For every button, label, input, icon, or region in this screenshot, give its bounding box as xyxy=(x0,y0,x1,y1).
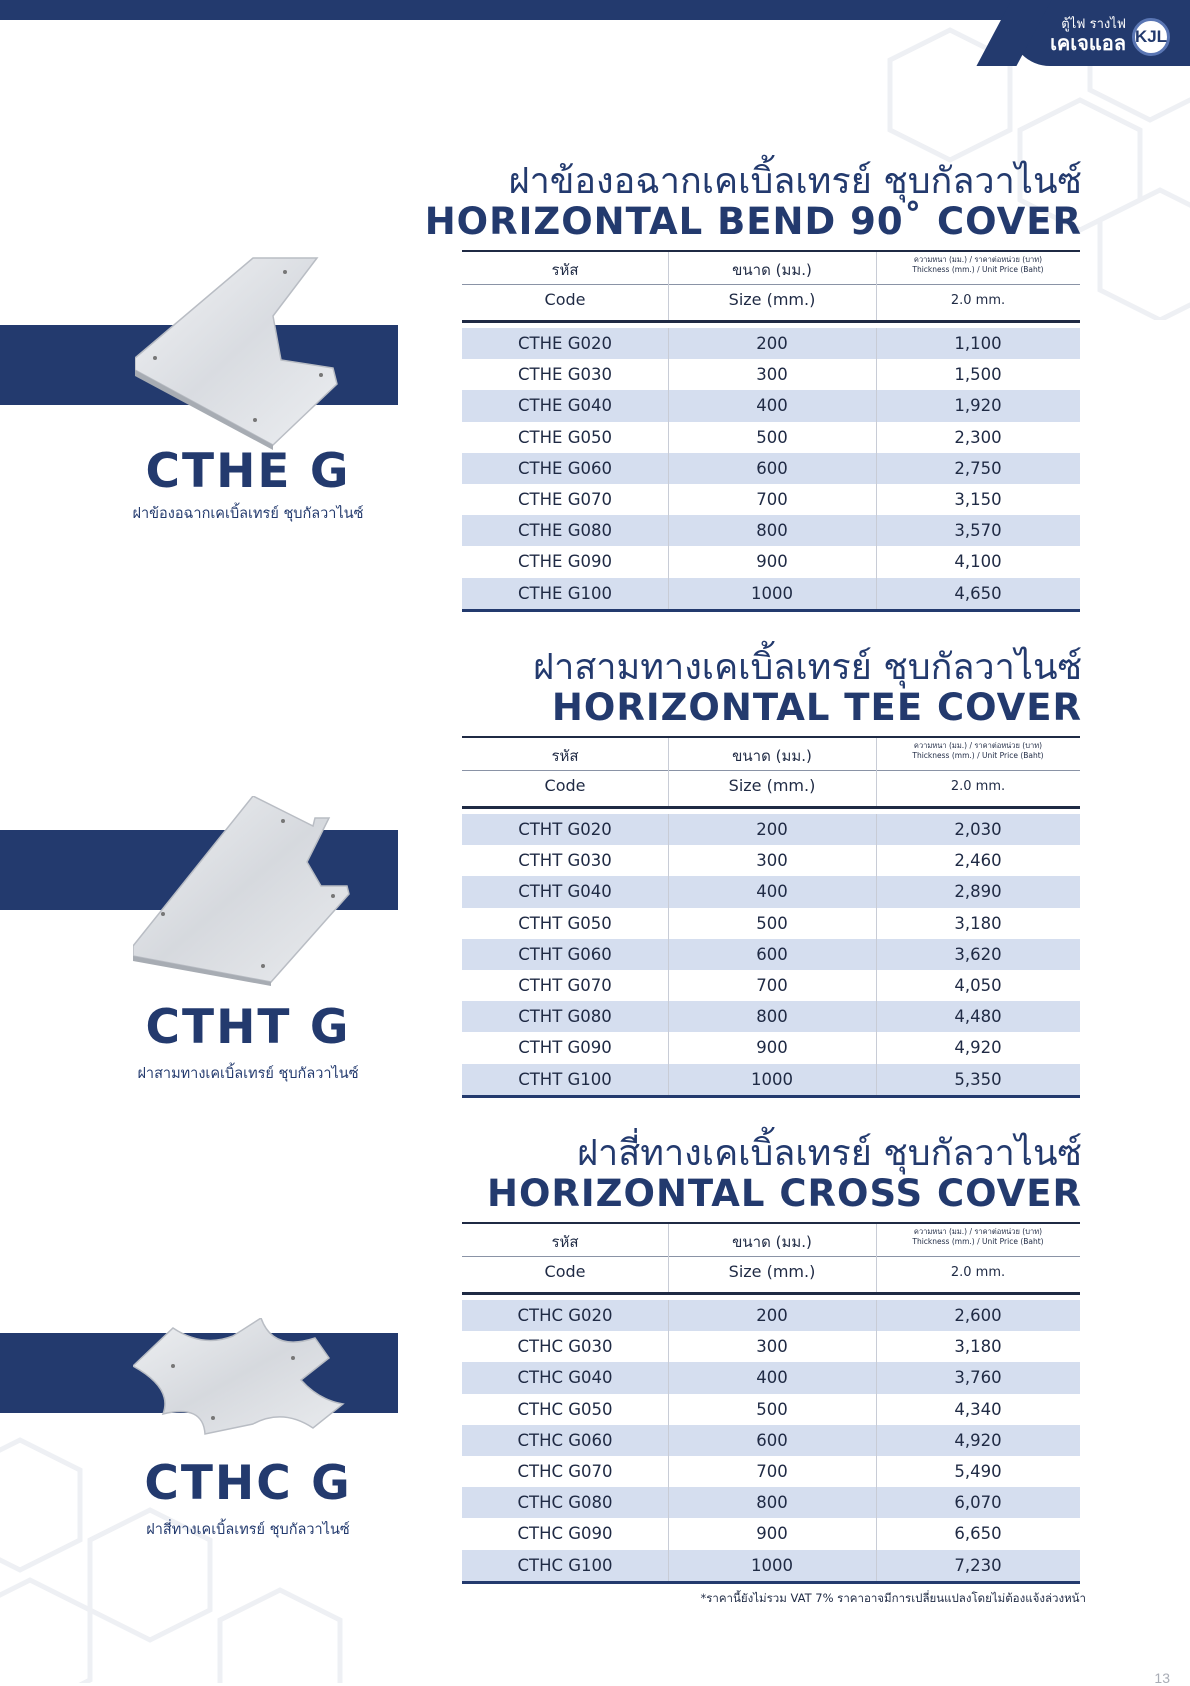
header-code-thai: รหัส xyxy=(551,1233,579,1251)
row-code: CTHT G090 xyxy=(518,1038,612,1058)
row-price: 4,480 xyxy=(954,1007,1002,1027)
row-size: 600 xyxy=(756,458,788,478)
product-subtitle: ฝาสามทางเคเบิ้ลเทรย์ ชุบกัลวาไนซ์ xyxy=(137,1066,359,1082)
header-code-thai: รหัส xyxy=(551,747,579,765)
header-size-english: Size (mm.) xyxy=(728,1262,816,1281)
row-price: 6,070 xyxy=(954,1493,1002,1513)
row-code: CTHE G050 xyxy=(518,427,612,447)
brand-name: เคเจแอล xyxy=(1050,31,1126,55)
header-thickness: 2.0 mm. xyxy=(950,1265,1006,1280)
row-size: 700 xyxy=(756,490,788,510)
row-price: 3,760 xyxy=(954,1368,1002,1388)
row-size: 300 xyxy=(756,1337,788,1357)
row-price: 5,350 xyxy=(954,1069,1002,1089)
brand-logo-tab xyxy=(1010,0,1190,66)
table-row xyxy=(462,1487,1080,1518)
section-title-thai: ฝาสามทางเคเบิ้ลเทรย์ ชุบกัลวาไนซ์ xyxy=(533,647,1082,688)
table-row xyxy=(462,970,1080,1001)
brand-logo-text xyxy=(1050,18,1126,53)
row-price: 6,650 xyxy=(954,1524,1002,1544)
row-price: 2,750 xyxy=(954,458,1002,478)
row-price: 4,920 xyxy=(954,1038,1002,1058)
table-row xyxy=(462,484,1080,515)
row-code: CTHC G020 xyxy=(517,1306,613,1326)
row-price: 2,890 xyxy=(954,882,1002,902)
table-row xyxy=(462,328,1080,359)
row-size: 900 xyxy=(756,1038,788,1058)
product-subtitle: ฝาสี่ทางเคเบิ้ลเทรย์ ชุบกัลวาไนซ์ xyxy=(146,1522,350,1538)
row-size: 300 xyxy=(756,365,788,385)
row-code: CTHC G090 xyxy=(517,1524,613,1544)
section-title-english: HORIZONTAL TEE COVER xyxy=(551,686,1082,729)
table-row xyxy=(462,390,1080,421)
section-title-english: HORIZONTAL CROSS COVER xyxy=(486,1172,1082,1215)
row-size: 600 xyxy=(756,1430,788,1450)
row-code: CTHT G040 xyxy=(518,882,612,902)
table-row xyxy=(462,578,1080,609)
row-price: 4,920 xyxy=(954,1430,1002,1450)
table-body xyxy=(462,1300,1080,1584)
table-row xyxy=(462,1394,1080,1425)
table-row xyxy=(462,1456,1080,1487)
header-code-thai: รหัส xyxy=(551,261,579,279)
row-size: 200 xyxy=(756,820,788,840)
row-size: 500 xyxy=(756,913,788,933)
row-price: 4,100 xyxy=(954,552,1002,572)
row-code: CTHT G080 xyxy=(518,1007,612,1027)
table-row xyxy=(462,1425,1080,1456)
product-subtitle: ฝาข้องอฉากเคเบิ้ลเทรย์ ชุบกัลวาไนซ์ xyxy=(132,506,364,522)
row-code: CTHT G030 xyxy=(518,851,612,871)
row-price: 2,460 xyxy=(954,851,1002,871)
row-price: 5,490 xyxy=(954,1462,1002,1482)
table-row xyxy=(462,1001,1080,1032)
row-code: CTHE G030 xyxy=(518,365,612,385)
row-size: 900 xyxy=(756,1524,788,1544)
table-row xyxy=(462,939,1080,970)
table-row xyxy=(462,453,1080,484)
table-body xyxy=(462,814,1080,1098)
header-thickness: 2.0 mm. xyxy=(950,293,1006,308)
table-row xyxy=(462,1032,1080,1063)
table-row xyxy=(462,546,1080,577)
header-size-thai: ขนาด (มม.) xyxy=(732,261,812,279)
header-code-english: Code xyxy=(544,290,586,309)
header-price-thai: ความหนา (มม.) / ราคาต่อหน่วย (บาท) Thickness (mm.) / Unit Price (Baht) xyxy=(912,1227,1044,1247)
row-code: CTHT G060 xyxy=(518,944,612,964)
row-size: 200 xyxy=(756,334,788,354)
table-row xyxy=(462,1362,1080,1393)
row-code: CTHC G040 xyxy=(517,1368,613,1388)
cross-cover-image xyxy=(133,1318,365,1438)
row-price: 3,150 xyxy=(954,490,1002,510)
row-size: 400 xyxy=(756,882,788,902)
row-size: 200 xyxy=(756,1306,788,1326)
row-code: CTHC G100 xyxy=(517,1555,613,1575)
table-header xyxy=(462,736,1080,809)
tee-cover-image xyxy=(133,796,403,986)
row-size: 400 xyxy=(756,396,788,416)
price-table xyxy=(462,250,1080,612)
row-code: CTHT G070 xyxy=(518,976,612,996)
row-code: CTHC G060 xyxy=(517,1430,613,1450)
hexagon-pattern-bottom-left xyxy=(0,1410,360,1683)
row-price: 4,340 xyxy=(954,1399,1002,1419)
row-size: 500 xyxy=(756,427,788,447)
price-table xyxy=(462,736,1080,1098)
row-price: 1,100 xyxy=(954,334,1002,354)
table-header xyxy=(462,250,1080,323)
table-row xyxy=(462,845,1080,876)
row-price: 1,920 xyxy=(954,396,1002,416)
table-row xyxy=(462,1064,1080,1095)
row-code: CTHC G030 xyxy=(517,1337,613,1357)
row-code: CTHE G040 xyxy=(518,396,612,416)
row-size: 700 xyxy=(756,976,788,996)
row-size: 600 xyxy=(756,944,788,964)
table-row xyxy=(462,422,1080,453)
row-price: 3,570 xyxy=(954,521,1002,541)
row-size: 900 xyxy=(756,552,788,572)
row-price: 7,230 xyxy=(954,1555,1002,1575)
vat-footnote: *ราคานี้ยังไม่รวม VAT 7% ราคาอาจมีการเปลี่ยนแปลงโดยไม่ต้องแจ้งล่วงหน้า xyxy=(700,1591,1086,1605)
header-size-english: Size (mm.) xyxy=(728,290,816,309)
row-size: 800 xyxy=(756,1493,788,1513)
row-code: CTHT G100 xyxy=(518,1069,612,1089)
table-row xyxy=(462,1550,1080,1581)
table-row xyxy=(462,1518,1080,1549)
row-price: 4,050 xyxy=(954,976,1002,996)
price-table xyxy=(462,1222,1080,1584)
brand-tagline: ตู้ไฟ รางไฟ xyxy=(1061,17,1126,32)
row-code: CTHE G020 xyxy=(518,334,612,354)
row-code: CTHE G080 xyxy=(518,521,612,541)
table-row xyxy=(462,1331,1080,1362)
table-row xyxy=(462,876,1080,907)
row-code: CTHT G050 xyxy=(518,913,612,933)
header-code-english: Code xyxy=(544,1262,586,1281)
table-row xyxy=(462,359,1080,390)
section-title-thai: ฝาสี่ทางเคเบิ้ลเทรย์ ชุบกัลวาไนซ์ xyxy=(576,1133,1082,1174)
row-price: 4,650 xyxy=(954,583,1002,603)
table-body xyxy=(462,328,1080,612)
row-size: 400 xyxy=(756,1368,788,1388)
header-price-thai: ความหนา (มม.) / ราคาต่อหน่วย (บาท) Thickness (mm.) / Unit Price (Baht) xyxy=(912,741,1044,761)
row-code: CTHE G060 xyxy=(518,458,612,478)
header-size-thai: ขนาด (มม.) xyxy=(732,1233,812,1251)
header-code-english: Code xyxy=(544,776,586,795)
row-price: 1,500 xyxy=(954,365,1002,385)
row-price: 2,300 xyxy=(954,427,1002,447)
table-row xyxy=(462,814,1080,845)
row-code: CTHC G080 xyxy=(517,1493,613,1513)
table-row xyxy=(462,908,1080,939)
row-price: 2,030 xyxy=(954,820,1002,840)
table-header xyxy=(462,1222,1080,1295)
row-size: 800 xyxy=(756,1007,788,1027)
product-code: CTHC G xyxy=(144,1456,352,1511)
row-price: 3,180 xyxy=(954,913,1002,933)
row-size: 500 xyxy=(756,1399,788,1419)
row-code: CTHE G090 xyxy=(518,552,612,572)
row-price: 3,620 xyxy=(954,944,1002,964)
section-title-english: HORIZONTAL BEND 90˚ COVER xyxy=(424,200,1082,243)
row-size: 300 xyxy=(756,851,788,871)
brand-badge: KJL xyxy=(1132,18,1170,56)
row-code: CTHC G050 xyxy=(517,1399,613,1419)
header-size-thai: ขนาด (มม.) xyxy=(732,747,812,765)
product-code: CTHE G xyxy=(145,444,351,499)
row-size: 1000 xyxy=(751,583,793,603)
table-row xyxy=(462,515,1080,546)
bend-cover-image xyxy=(135,250,405,450)
product-code: CTHT G xyxy=(145,1000,351,1055)
row-price: 3,180 xyxy=(954,1337,1002,1357)
header-price-thai: ความหนา (มม.) / ราคาต่อหน่วย (บาท) Thickness (mm.) / Unit Price (Baht) xyxy=(912,255,1044,275)
row-code: CTHE G100 xyxy=(518,583,612,603)
row-price: 2,600 xyxy=(954,1306,1002,1326)
row-code: CTHE G070 xyxy=(518,490,612,510)
row-size: 1000 xyxy=(751,1069,793,1089)
row-code: CTHC G070 xyxy=(517,1462,613,1482)
row-size: 700 xyxy=(756,1462,788,1482)
header-size-english: Size (mm.) xyxy=(728,776,816,795)
row-size: 800 xyxy=(756,521,788,541)
section-title-thai: ฝาข้องอฉากเคเบิ้ลเทรย์ ชุบกัลวาไนซ์ xyxy=(508,161,1082,202)
header-thickness: 2.0 mm. xyxy=(950,779,1006,794)
page-number: 13 xyxy=(1154,1670,1170,1686)
table-row xyxy=(462,1300,1080,1331)
row-code: CTHT G020 xyxy=(518,820,612,840)
row-size: 1000 xyxy=(751,1555,793,1575)
